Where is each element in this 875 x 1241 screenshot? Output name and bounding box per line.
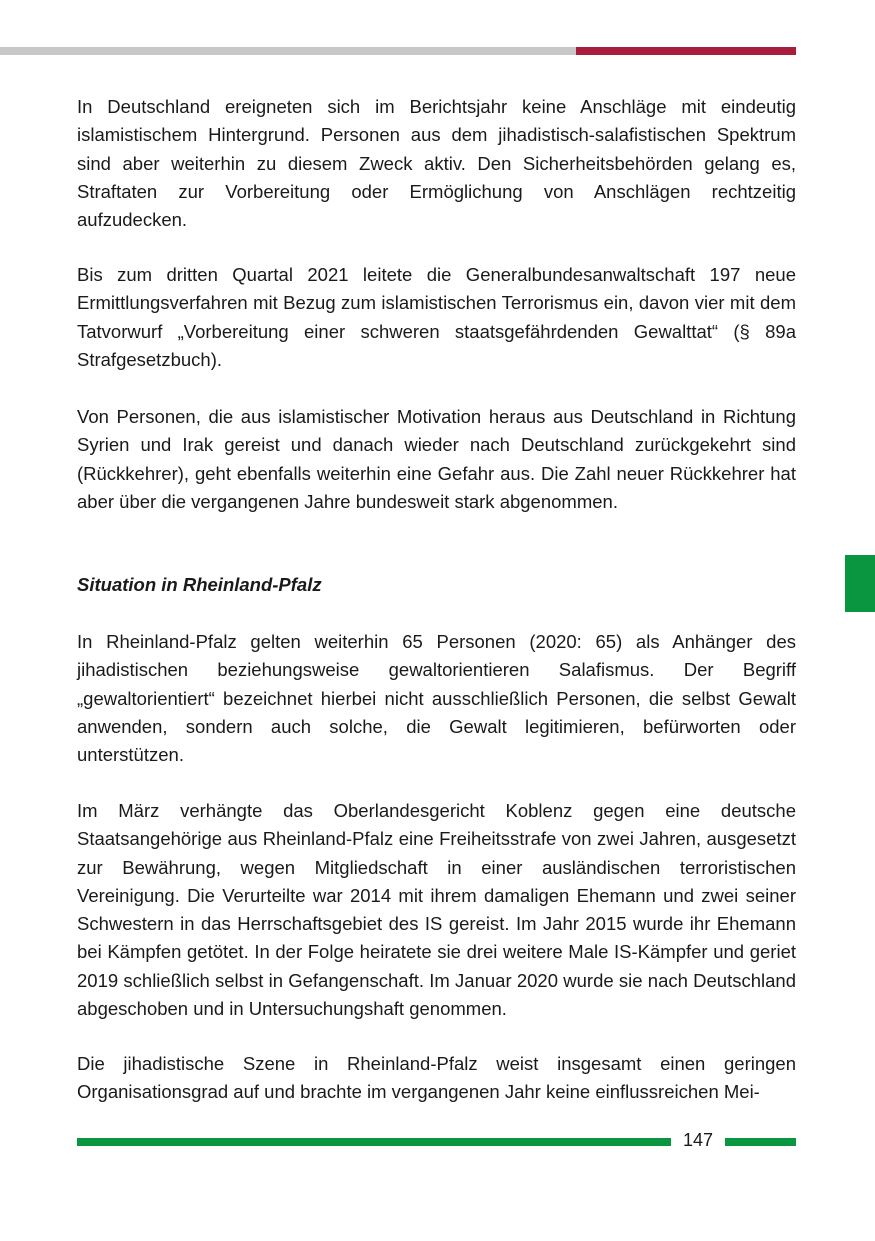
chapter-tab-marker (845, 555, 875, 612)
section-heading: Situation in Rheinland-Pfalz (77, 574, 322, 595)
page-number: 147 (682, 1130, 714, 1150)
paragraph-6: Die jihadistische Szene in Rheinland-Pfalz weist insgesamt einen geringen Organisationsgrad auf und brachte im vergangenen Jahr keine einflussreichen Mei- (77, 1053, 796, 1103)
paragraph-1: In Deutschland ereigneten sich im Berichtsjahr keine Anschläge mit eindeutig islamistischem Hintergrund. Personen aus dem jihadistisch-salafistischen Spektrum sind aber weiterhin zu diesem Zweck aktiv. Den Sicherheitsbehörden gelang es, Straftaten zur Vorbereitung oder Ermöglichung von Anschlägen rechtzeitig aufzudecken. (77, 96, 796, 231)
header-rule-gray (0, 47, 576, 55)
footer-rule-left (77, 1138, 671, 1146)
paragraph-3: Von Personen, die aus islamistischer Motivation heraus aus Deutschland in Richtung Syrien und Irak gereist und danach wieder nach Deutschland zurückgekehrt sind (Rückkehrer), geht ebenfalls weiterhin eine Gefahr aus. Die Zahl neuer Rückkehrer hat aber über die vergangenen Jahre bundesweit stark abgenommen. (77, 406, 796, 512)
header-rule-red (576, 47, 796, 55)
paragraph-2: Bis zum dritten Quartal 2021 leitete die Generalbundesanwaltschaft 197 neue Ermittlungsverfahren mit Bezug zum islamistischen Terrorismus ein, davon vier mit dem Tatvorwurf „Vorbereitung einer schweren staatsgefährdenden Gewalttat“ (§ 89a Strafgesetzbuch). (77, 264, 796, 370)
paragraph-5: Im März verhängte das Oberlandesgericht Koblenz gegen eine deutsche Staatsangehörige aus Rheinland-Pfalz eine Freiheitsstrafe von zwei Jahren, ausgesetzt zur Bewährung, wegen Mitgliedschaft in einer ausländischen terroristischen Vereinigung. Die Verurteilte war 2014 mit ihrem damaligen Ehemann und zwei seiner Schwestern in das Herrschaftsgebiet des IS gereist. Im Jahr 2015 wurde ihr Ehemann bei Kämpfen getötet. In der Folge heiratete sie drei weitere Male IS-Kämpfer und geriet 2019 schließlich selbst in Gefangenschaft. Im Januar 2020 wurde sie nach Deutschland abgeschoben und in Untersuchungshaft genommen. (77, 800, 796, 1020)
footer-rule-right (725, 1138, 796, 1146)
paragraph-4: In Rheinland-Pfalz gelten weiterhin 65 Personen (2020: 65) als Anhänger des jihadistischen beziehungsweise gewaltorientieren Salafismus. Der Begriff „gewaltorientiert“ bezeichnet hierbei nicht ausschließlich Personen, die selbst Gewalt anwenden, sondern auch solche, die Gewalt legitimieren, befürworten oder unterstützen. (77, 631, 796, 766)
